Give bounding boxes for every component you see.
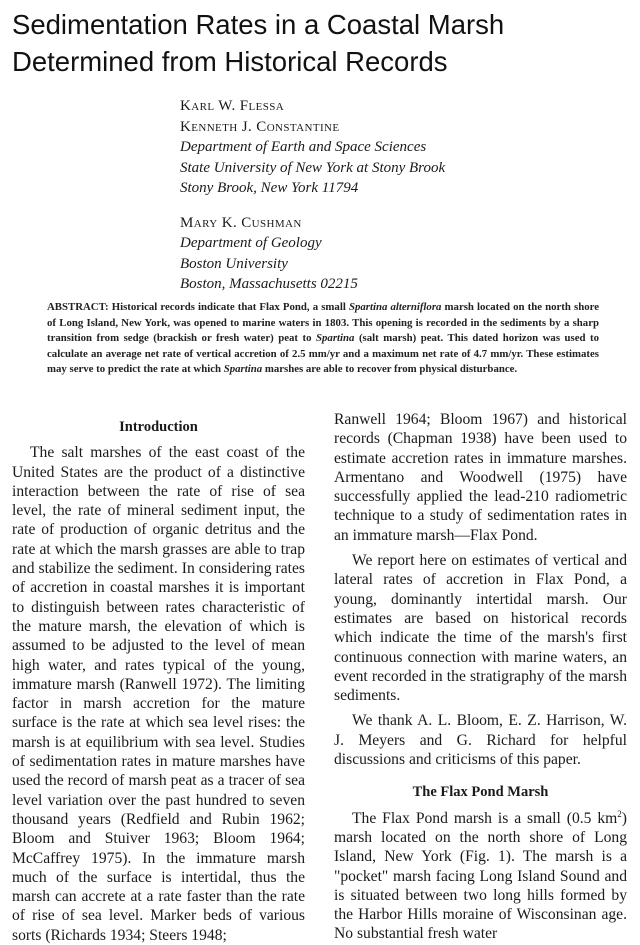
abstract-text: marshes are able to recover from physical disturbance. [264,363,518,376]
affiliation-line: Boston University [180,255,288,272]
species-name: Spartina [316,332,355,345]
abstract-text: (salt marsh) peat. This dated horizon was used to calculate an average net rate of vertical accretion of 2.5 mm/yr and a maximum net rate of 4.7 mm/yr. These estimates may serve to predict the rate at which [47,332,600,376]
paragraph-text: ) marsh located on the north shore of Long Island, New York (Fig. 1). The marsh is a "pocket" marsh facing Long Island Sound and is situated between two long hills formed by the Harbor Hills moraine of Wisconsinan age. No substantial fresh water [334,809,627,943]
title-line-1: Sedimentation Rates in a Coastal Marsh [12,9,505,40]
species-name: Spartina alterniflora [348,301,442,313]
title-line-2: Determined from Historical Records [12,46,448,77]
superscript: 2 [617,808,622,819]
paragraph-text: The Flax Pond marsh is a small (0.5 km [352,809,618,827]
section-heading-flax-pond-marsh: The Flax Pond Marsh [412,784,549,801]
paragraph: The salt marshes of the east coast of the United States are the product of a distinctive interaction between the rate of rise of sea level, the rate of mineral sediment input, the rate of production of organic detritus and the rate at which the marsh grasses are able to trap and stabilize the sediment. In considering rates of accretion in coastal marshes it is important to distinguish between rates characteristic of the mature marsh, the elevation of which is assumed to be adjusted to the level of mean high water, and rates typical of the young, immature marsh (Ranwell 1972). The limiting factor in marsh accretion for the mature surface is the rate at which sea level rises: the marsh is at equilibrium with sea level. Studies of sedimentation rates in mature marshes have used the record of marsh peat as a tracer of sea level variation over the past hundred to seven thousand years (Redfield and Rubin 1962; Bloom and Stuiver 1963; Bloom 1964; McCaffrey 1975). In the immature marsh much of the surface is intertidal, thus the marsh can accrete at a rate faster than the rate of rise of sea level. Marker beds of various sorts (Richards 1934; Steers 1948; [12,444,305,944]
affiliation-line: Department of Earth and Space Sciences [180,139,427,155]
affiliation-line: Stony Brook, New York 11794 [180,180,359,196]
affiliation-line: Boston, Massachusetts 02215 [180,276,358,292]
author-name: Kenneth J. Constantine [180,118,340,135]
author-name: Karl W. Flessa [180,98,285,114]
abstract-label: ABSTRACT: [47,301,109,313]
abstract [47,300,599,378]
paragraph: We thank A. L. Bloom, E. Z. Harrison, W. J. Meyers and G. Richard for helpful discussions and criticisms of this paper. [334,712,627,769]
section-heading-introduction: Introduction [119,419,198,435]
author-block [180,96,620,295]
paper-title [12,6,632,80]
affiliation-line: State University of New York at Stony Brook [180,159,446,176]
left-column [12,418,305,945]
author-name: Mary K. Cushman [180,214,302,231]
paragraph: Ranwell 1964; Bloom 1967) and historical records (Chapman 1938) have been used to estimate accretion rates in immature marshes. Armentano and Woodwell (1975) have successfully applied the lead-210 radiometric technique to a study of sedimentation rates in an immature marsh—Flax Pond. [334,411,627,544]
abstract-text: marsh located on the north shore of Long Island, New York, was opened to marine waters in 1803. This opening is recorded in the sediments by a sharp transition from sedge (brackish or fresh water) peat to [47,301,599,345]
abstract-text: Historical records indicate that Flax Pond, a small [111,301,346,313]
right-column [334,410,627,944]
paragraph: We report here on estimates of vertical and lateral rates of accretion in Flax Pond, a young, dominantly intertidal marsh. Our estimates are based on historical records which indicate the time of the marsh's first continuous connection with marine waters, an event recorded in the stratigraphy of the marsh sediments. [334,552,627,705]
paragraph [334,809,627,944]
affiliation-line: Department of Geology [180,235,322,251]
species-name: Spartina [223,363,263,376]
